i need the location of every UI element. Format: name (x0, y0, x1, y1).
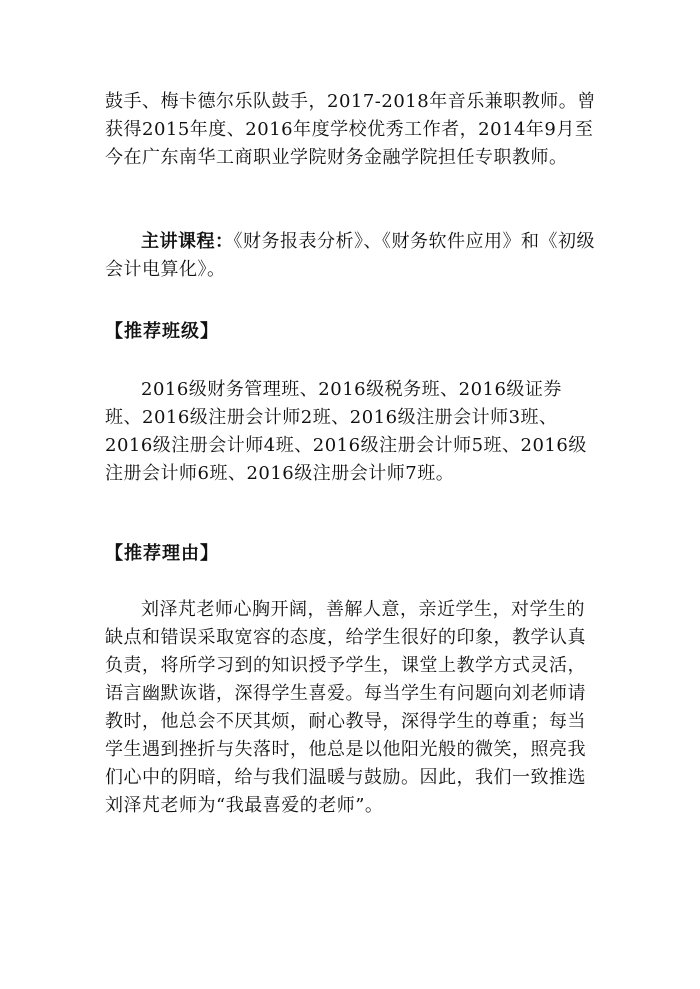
courses-text: 《财务报表分析》、《财务软件应用》和《初级会计电算化》。 (105, 231, 595, 280)
courses-paragraph (105, 228, 597, 284)
recommended-classes-heading: 【推荐班级】 (105, 321, 219, 342)
courses-label: 主讲课程： (141, 231, 234, 252)
intro-paragraph: 鼓手、梅卡德尔乐队鼓手，2017-2018年音乐兼职教师。曾获得2015年度、2016年度学校优秀工作者，2014年9月至今在广东南华工商职业学院财务金融学院担任专职教师。 (105, 91, 596, 168)
recommended-classes-paragraph: 2016级财务管理班、2016级税务班、2016级证券班、2016级注册会计师2班、2016级注册会计师3班、2016级注册会计师4班、2016级注册会计师5班、2016级注册会计师6班、2016级注册会计师7班。 (105, 379, 587, 484)
recommendation-reason-heading: 【推荐理由】 (105, 543, 219, 564)
recommendation-reason-paragraph: 刘泽芃老师心胸开阔，善解人意，亲近学生，对学生的缺点和错误采取宽容的态度，给学生很好的印象，教学认真负责，将所学习到的知识授予学生，课堂上教学方式灵活，语言幽默诙谐，深得学生喜爱。每当学生有问题向刘老师请教时，他总会不厌其烦，耐心教导，深得学生的尊重；每当学生遇到挫折与失落时，他总是以他阳光般的微笑，照亮我们心中的阴暗，给与我们温暖与鼓励。因此，我们一致推选刘泽芃老师为“我最喜爱的老师”。 (105, 599, 586, 816)
